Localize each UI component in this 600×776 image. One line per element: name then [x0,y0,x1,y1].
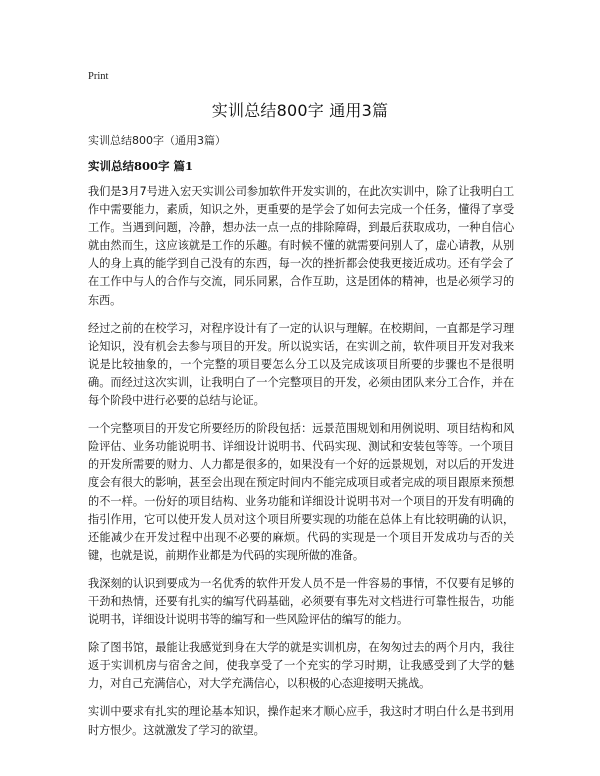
paragraph: 经过之前的在校学习，对程序设计有了一定的认识与理解。在校期间，一直都是学习理论知识，没有机会去参与项目的开发。所以说实话，在实训之前，软件项目开发对我来说是比较抽象的，一个完整的项目要怎么分工以及完成该项目所要的步骤也不是很明确。而经过这次实训，让我明白了一个完整项目的开发，必须由团队来分工合作，并在每个阶段中进行必要的总结与论证。 [88,321,514,408]
paragraph: 实训中要求有扎实的理论基本知识，操作起来才顺心应手，我这时才明白什么是书到用时方恨少。这就激发了学习的欲望。 [88,705,514,737]
paragraph: 除了图书馆，最能让我感觉到身在大学的就是实训机房，在匆匆过去的两个月内，我往返于实训机房与宿舍之间，使我享受了一个充实的学习时期，让我感受到了大学的魅力，对自己充满信心，对大学充满信心，以积极的心态迎接明天挑战。 [88,641,514,691]
paragraph: 一个完整项目的开发它所要经历的阶段包括：远景范围规划和用例说明、项目结构和风险评估、业务功能说明书、详细设计说明书、代码实现、测试和安装包等等。一个项目的开发所需要的财力、人力都是很多的，如果没有一个好的远景规划，对以后的开发进度会有很大的影响，甚至会出现在预定时间内不能完成项目或者完成的项目跟原来预想的不一样。一份好的项目结构、业务功能和详细设计说明书对一个项目的开发有明确的指引作用，它可以使开发人员对这个项目所要实现的功能在总体上有比较明确的认识，还能减少在开发过程中出现不必要的麻烦。代码的实现是一个项目开发成功与否的关键，也就是说，前期作业都是为代码的实现所做的准备。 [88,422,514,562]
document-title: 实训总结800字 通用3篇 [211,101,389,120]
paragraph: 我们是3月7号进入宏天实训公司参加软件开发实训的，在此次实训中，除了让我明白工作中需要能力，素质，知识之外，更重要的是学会了如何去完成一个任务，懂得了享受工作。当遇到问题，冷静，想办法一点一点的排除障碍，到最后获取成功，一种自信心就由然而生，这应该就是工作的乐趣。有时候不懂的就需要问别人了，虚心请教，从别人的身上真的能学到自己没有的东西，每一次的挫折都会使我更接近成功。还有学会了在工作中与人的合作与交流，同乐同累，合作互助，这是团体的精神，也是必须学习的东西。 [88,185,514,307]
document-subtitle: 实训总结800字（通用3篇） [88,134,226,147]
article-body [88,183,514,750]
paragraph: 我深刻的认识到要成为一名优秀的软件开发人员不是一件容易的事情，不仅要有足够的干劲和热情，还要有扎实的编写代码基础，必须要有事先对文档进行可靠性报告，功能说明书，详细设计说明书等的编写和一些风险评估的编写的能力。 [88,576,514,627]
print-link[interactable]: Print [88,71,109,82]
section-heading: 实训总结800字 篇1 [88,159,194,173]
